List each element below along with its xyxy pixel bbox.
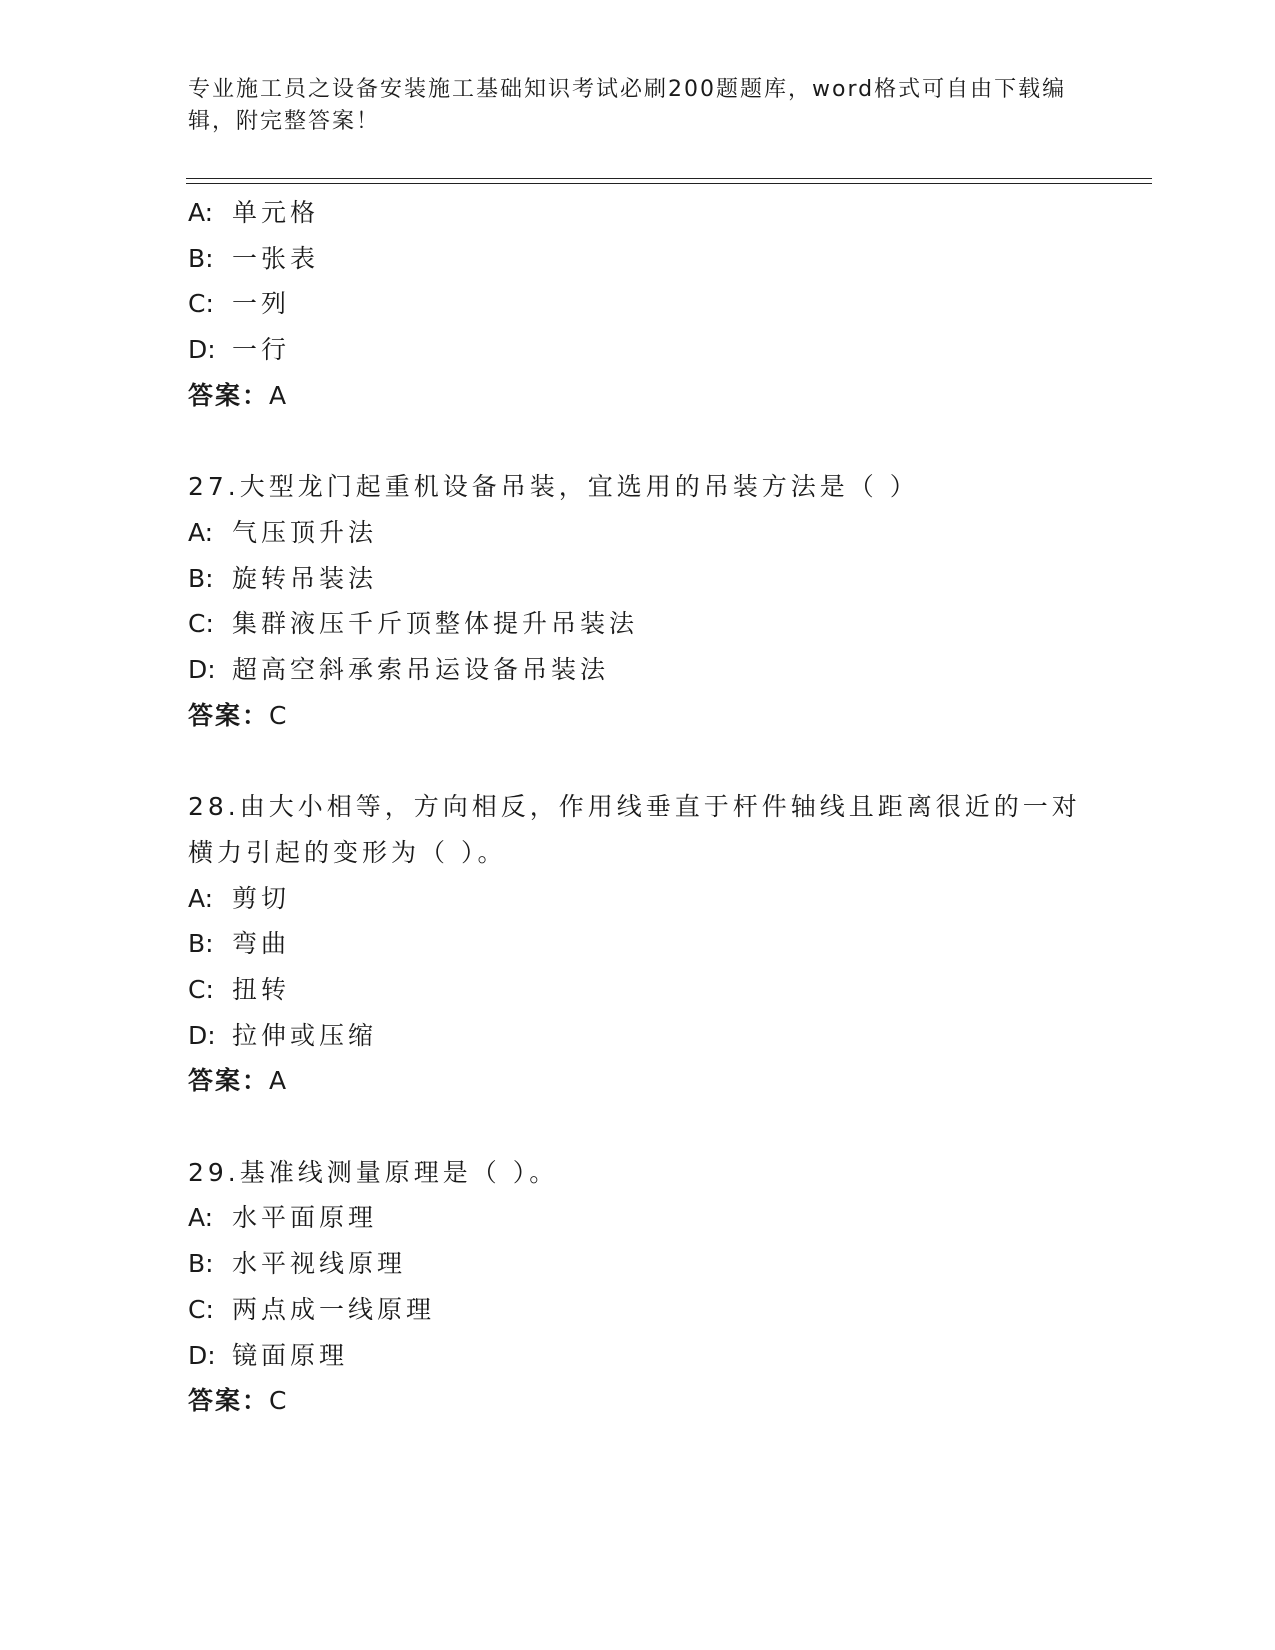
option-c: C: 集群液压千斤顶整体提升吊装法 [188, 609, 639, 639]
answer-line: 答案：C [188, 1386, 287, 1416]
question-block [188, 190, 1088, 419]
option-b: B: 弯曲 [188, 929, 291, 959]
option-a: A: 剪切 [188, 883, 291, 913]
question-block [188, 1150, 1088, 1424]
option-a: A: 单元格 [188, 198, 320, 227]
question-stem: 27.大型龙门起重机设备吊装，宜选用的吊装方法是（ ） [188, 472, 919, 502]
option-b: B: 旋转吊装法 [188, 563, 378, 593]
option-d: D: 超高空斜承索吊运设备吊装法 [188, 655, 610, 685]
question-stem: 29.基准线测量原理是（ ）。 [188, 1157, 559, 1187]
question-block [188, 464, 1088, 738]
answer-line: 答案：A [188, 380, 287, 410]
option-d: D: 镜面原理 [188, 1340, 349, 1370]
header-divider-bottom [186, 183, 1152, 184]
header-divider-top [186, 178, 1152, 179]
option-c: C: 扭转 [188, 974, 291, 1004]
question-list [188, 190, 1088, 1424]
option-d: D: 一行 [188, 335, 291, 365]
option-c: C: 一列 [188, 289, 291, 319]
answer-line: 答案：C [188, 700, 287, 730]
question-stem: 28.由大小相等，方向相反，作用线垂直于杆件轴线且距离很近的一对横力引起的变形为（ ）。 [188, 792, 1081, 867]
document-header: 专业施工员之设备安装施工基础知识考试必刷200题题库，word格式可自由下载编辑，附完整答案！ [188, 77, 1067, 134]
option-a: A: 气压顶升法 [188, 517, 378, 547]
option-b: B: 水平视线原理 [188, 1249, 407, 1279]
question-block [188, 784, 1088, 1104]
answer-line: 答案：A [188, 1066, 287, 1096]
option-c: C: 两点成一线原理 [188, 1294, 436, 1324]
option-a: A: 水平面原理 [188, 1203, 378, 1233]
option-d: D: 拉伸或压缩 [188, 1020, 378, 1050]
option-b: B: 一张表 [188, 243, 320, 273]
